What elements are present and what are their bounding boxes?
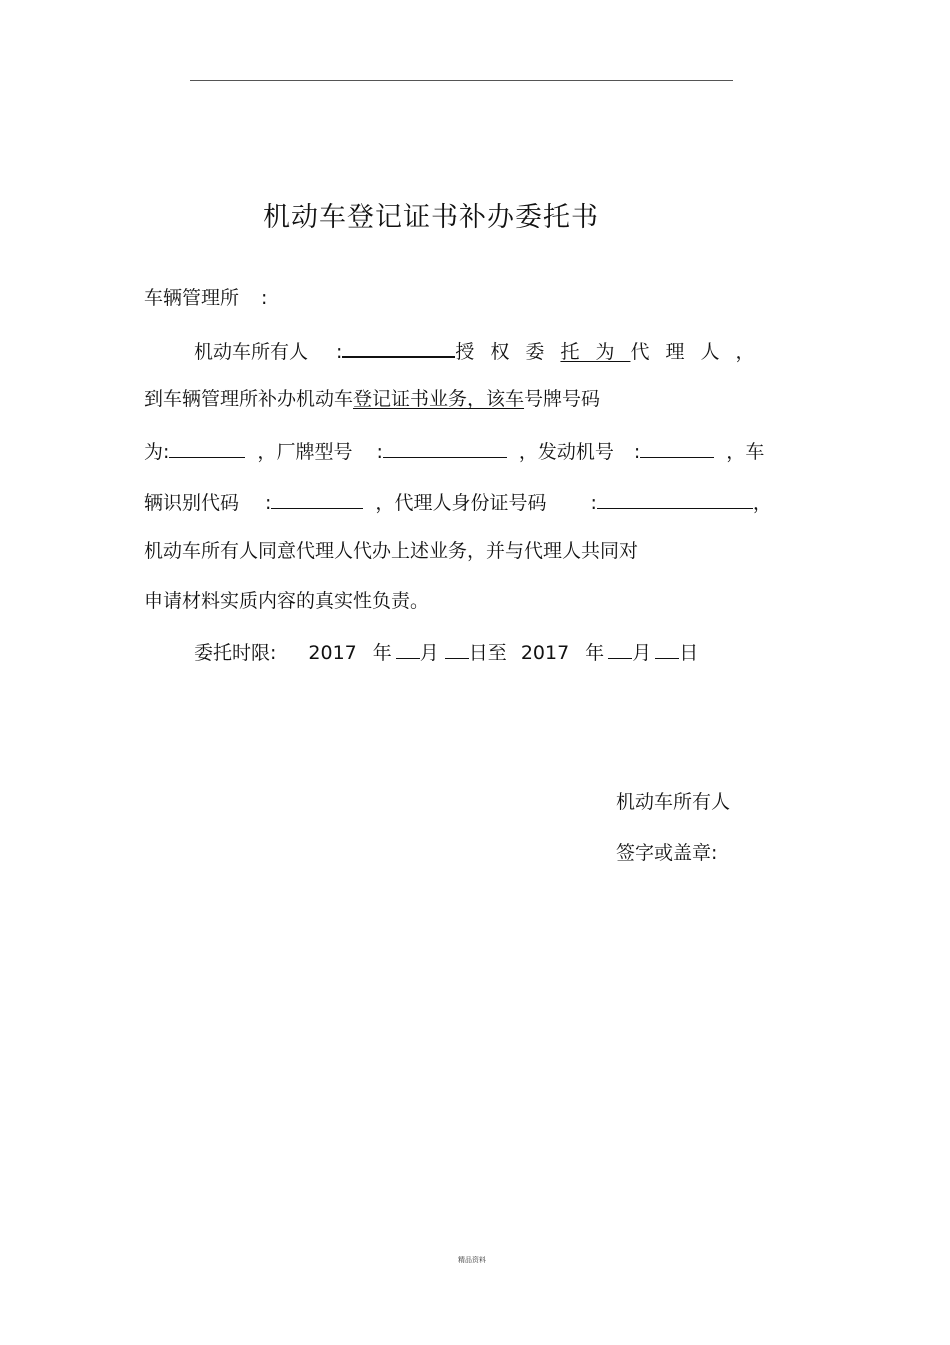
business-text-c: 号牌号码	[524, 388, 601, 410]
addressee-line	[144, 285, 267, 311]
colon: :	[265, 492, 272, 514]
responsibility-line: 申请材料实质内容的真实性负责。	[144, 590, 430, 612]
business-line	[144, 386, 600, 412]
business-text-a: 到车辆管理所补办机动车	[144, 388, 354, 410]
colon: :	[163, 441, 170, 463]
authorize-text-b: 托为	[560, 341, 631, 363]
agent-id-label: 代理人身份证号码	[394, 492, 547, 514]
top-rule	[190, 80, 733, 81]
model-label: 厂牌型号	[276, 441, 353, 463]
start-day-to: 日至	[468, 642, 507, 664]
comma: ，	[257, 441, 277, 463]
end-month-unit: 月	[632, 642, 652, 664]
comma: ，	[726, 441, 746, 463]
agent-id-blank[interactable]	[597, 488, 753, 509]
footer-text: 精品资料	[458, 1256, 486, 1264]
comma: ，	[752, 492, 772, 514]
comma: ，	[518, 441, 538, 463]
end-year: 2017	[520, 642, 570, 664]
model-blank[interactable]	[383, 437, 507, 458]
owner-authorize-line	[194, 336, 770, 365]
document-title: 机动车登记证书补办委托书	[263, 202, 599, 233]
vin-agent-line	[144, 488, 772, 516]
owner-name-blank[interactable]	[342, 336, 455, 358]
period-line	[194, 638, 698, 666]
plate-for: 为	[144, 441, 164, 463]
period-label: 委托时限:	[194, 642, 277, 664]
business-text-b: 登记证书业务，该车	[353, 388, 525, 410]
vin-blank[interactable]	[271, 488, 363, 509]
signature-owner: 机动车所有人	[616, 791, 731, 813]
start-day-blank[interactable]	[445, 638, 469, 659]
plate-model-engine-line	[144, 437, 764, 465]
authorize-text-c: 代理人，	[630, 341, 771, 363]
colon: :	[336, 341, 343, 363]
end-day-unit: 日	[679, 642, 699, 664]
start-year-unit: 年	[372, 642, 392, 664]
colon: :	[261, 287, 268, 309]
authorize-text-a: 授权委	[455, 341, 561, 363]
vin-label: 辆识别代码	[144, 492, 240, 514]
agreement-line: 机动车所有人同意代理人代办上述业务，并与代理人共同对	[144, 540, 639, 562]
colon: :	[376, 441, 383, 463]
engine-number-blank[interactable]	[640, 437, 714, 458]
colon: :	[633, 441, 641, 463]
start-year: 2017	[308, 642, 357, 664]
owner-label: 机动车所有人	[194, 341, 309, 363]
engine-label: 发动机号	[537, 441, 614, 463]
colon: :	[590, 492, 597, 514]
start-month-blank[interactable]	[396, 638, 420, 659]
signature-label: 签字或盖章:	[616, 842, 718, 864]
end-year-unit: 年	[585, 642, 605, 664]
end-month-blank[interactable]	[608, 638, 632, 659]
che-text: 车	[745, 441, 765, 463]
start-month-unit: 月	[419, 642, 439, 664]
plate-number-blank[interactable]	[169, 437, 245, 458]
end-day-blank[interactable]	[655, 638, 679, 659]
addressee: 车辆管理所	[144, 287, 240, 309]
comma: ，	[375, 492, 395, 514]
